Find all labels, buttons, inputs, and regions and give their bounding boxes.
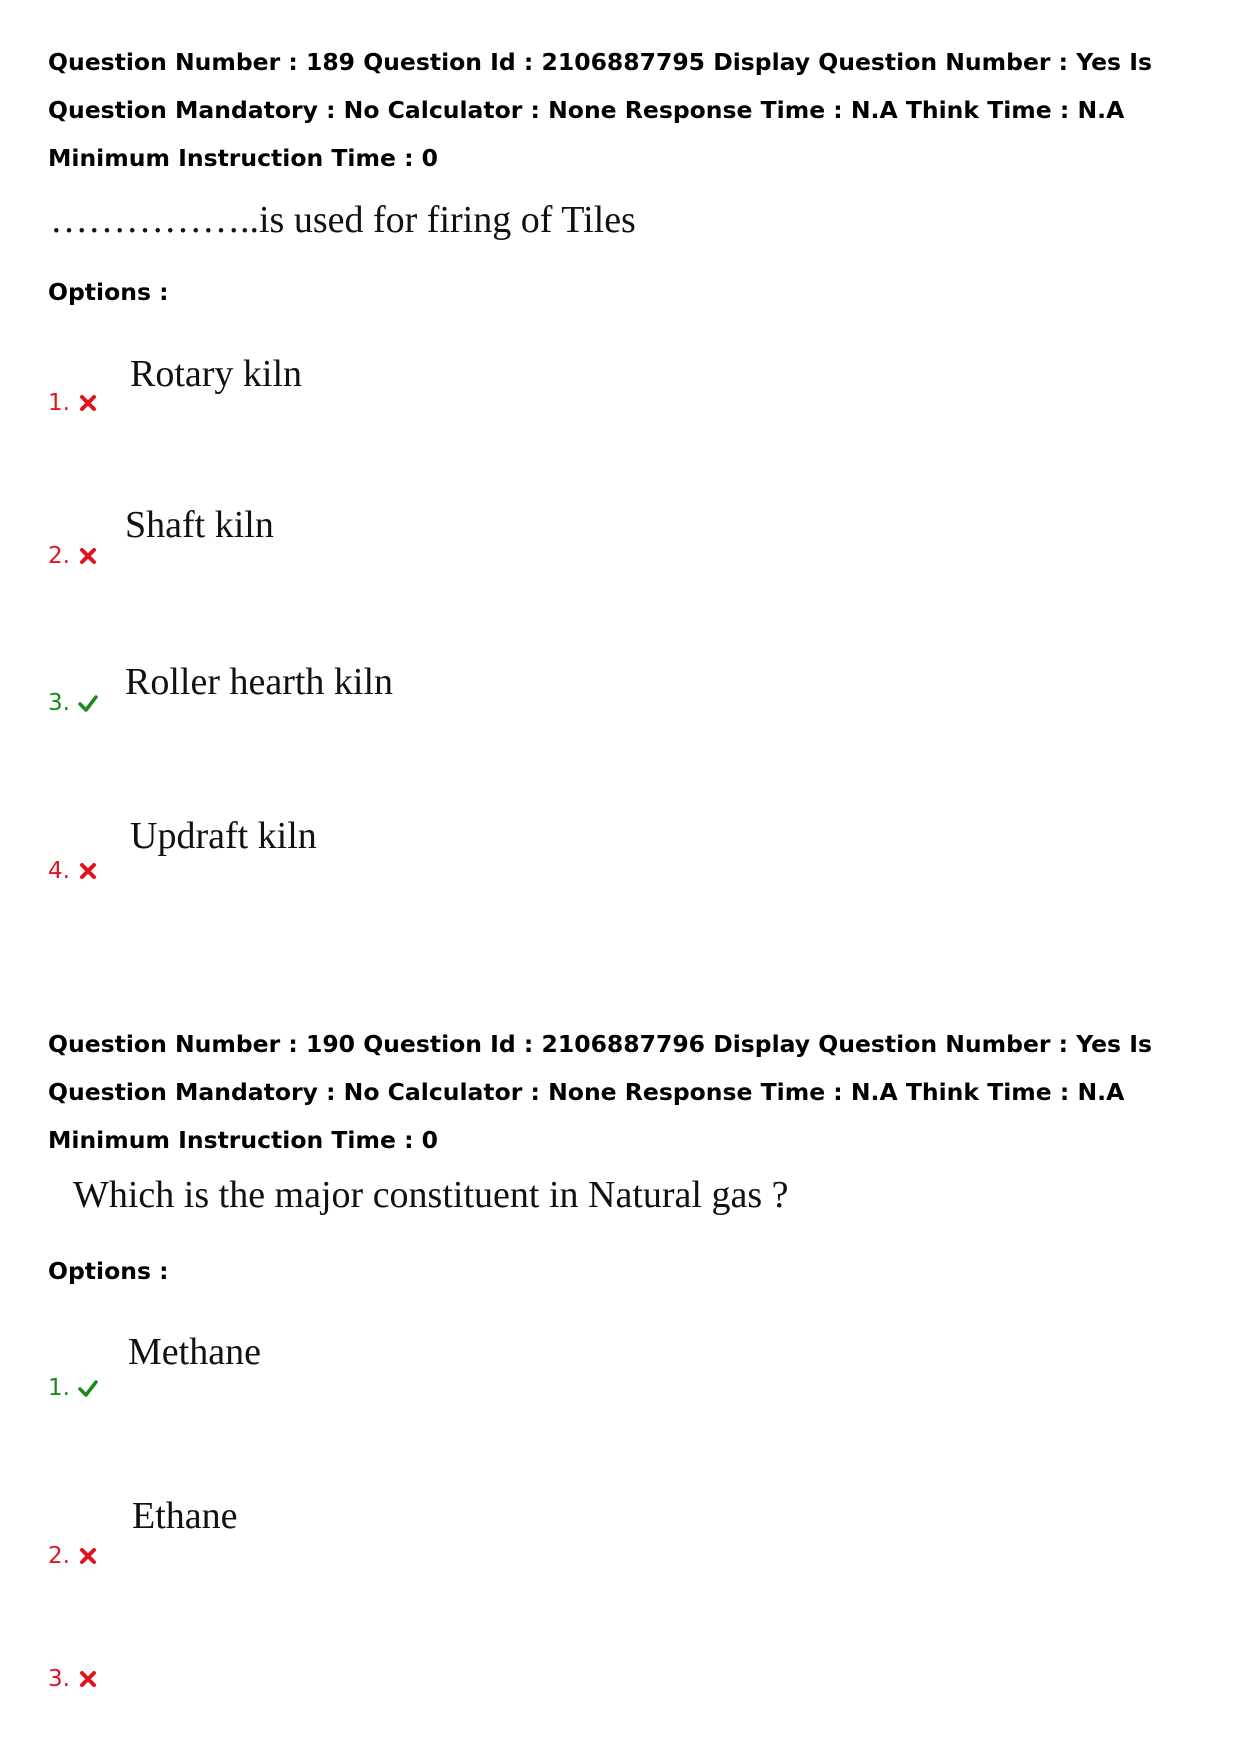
- cross-icon: [78, 393, 98, 413]
- option-text: Shaft kiln: [125, 504, 274, 546]
- option-number: 4.: [48, 858, 98, 884]
- option-number: 3.: [48, 690, 98, 716]
- option-text: Roller hearth kiln: [125, 661, 394, 703]
- question-text: Which is the major constituent in Natural gas ?: [73, 1174, 789, 1216]
- options-label: Options :: [48, 1257, 169, 1285]
- option-number: 1.: [48, 1375, 98, 1401]
- option-text: Methane: [128, 1331, 261, 1373]
- question-meta: Question Number : 190 Question Id : 2106887796 Display Question Number : Yes Is Question Mandatory : No Calculator : None Response Time : N.A Think Time : N.A Minimum Instruction Time : 0: [48, 1030, 1152, 1154]
- question-text: ……………..is used for firing of Tiles: [50, 199, 636, 241]
- cross-icon: [78, 1546, 98, 1566]
- option-number: 2.: [48, 543, 98, 569]
- option-text: Ethane: [132, 1495, 238, 1537]
- cross-icon: [78, 1669, 98, 1689]
- option-text: Rotary kiln: [130, 353, 303, 395]
- check-icon: [78, 1378, 98, 1398]
- cross-icon: [78, 546, 98, 566]
- options-label: Options :: [48, 278, 169, 306]
- option-number: 1.: [48, 390, 98, 416]
- cross-icon: [78, 861, 98, 881]
- option-number: 2.: [48, 1543, 98, 1569]
- option-text: Updraft kiln: [130, 815, 317, 857]
- option-number: 3.: [48, 1666, 98, 1692]
- question-meta: Question Number : 189 Question Id : 2106887795 Display Question Number : Yes Is Question Mandatory : No Calculator : None Response Time : N.A Think Time : N.A Minimum Instruction Time : 0: [48, 48, 1152, 172]
- check-icon: [78, 693, 98, 713]
